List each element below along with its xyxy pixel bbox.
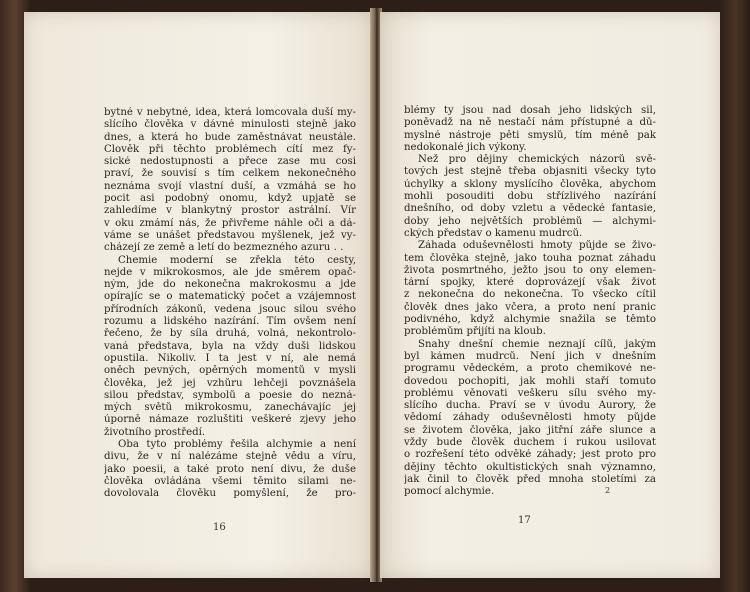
text-line: cházejí ze země a letí do bezmezného azuru . . [104, 242, 344, 254]
text-line: pocit asi podobný onomu, když upjatě se [104, 193, 356, 205]
text-line: bytné v nebytné, idea, která lomcovala duší my- [104, 107, 356, 118]
text-line: blémy ty jsou nad dosah jeho lidských sil, [404, 105, 656, 116]
left-page-number: 16 [213, 522, 226, 533]
signature-mark: 2 [605, 486, 611, 495]
text-line: života posmrtného, ježto jsou to ony elemen- [404, 264, 656, 276]
text-line: Chemie moderní se zřekla této cesty, [118, 254, 356, 266]
text-line: z nekonečna do nekonečna. To všecko cítil [404, 289, 656, 301]
text-line: ckých představ o kamenu mudrců. [404, 227, 583, 239]
text-line: se životem člověka, jako jitřní záře slunce a [404, 424, 656, 436]
text-line: člověka ovládána všemi těmito silami ne- [104, 475, 356, 487]
text-line: člověk dnes jako včera, a proto není pranic [404, 301, 656, 313]
text-line: sické nedostupnosti a přece zase mu cosi [104, 156, 356, 168]
text-line: jak činil to člověk před mnoha stoletími za [404, 473, 656, 485]
text-line: Záhada oduševnělosti hmoty půjde se živo- [418, 240, 656, 252]
text-line: dějiny těchto okultistických snah významno, [404, 461, 656, 473]
text-line: podivného, když alchymie snažila se těmto [404, 314, 656, 326]
text-line: poněvadž na ně nestačí nám přístupné a dů- [404, 117, 656, 129]
text-line: nejde v mikrokosmos, ale jde směrem opač- [104, 266, 356, 278]
right-page [380, 12, 720, 578]
text-line: oněch pevných, opěrných momentů v mysli [104, 365, 356, 377]
text-line: pomocí alchymie. [404, 486, 495, 498]
text-line: myslné nástroje pěti smyslů, tím méně pak [404, 129, 656, 141]
text-line: slícího člověka v dávné minulosti stejně jako [104, 119, 356, 131]
text-line: opustila. Nikoliv. I ta jest v ní, ale nemá [104, 352, 356, 364]
text-line: životního prostředí. [104, 426, 206, 438]
text-line: slícího ducha. Praví se v úvodu Aurory, že [404, 400, 656, 412]
text-line: o rozřešení této odvěké záhady; jest proto pro [404, 449, 656, 461]
text-line: vždy bude člověk duchem i rukou usilovat [404, 437, 656, 449]
text-line: mohli posouditi dobu střízlivého nazírání [404, 191, 656, 203]
text-line: dovedou pochopiti, jak mohli staří tomuto [404, 375, 656, 387]
text-line: praví, že souvisí s tím celkem nekonečného [104, 168, 356, 180]
text-line: problémům přijíti na kloub. [404, 326, 546, 338]
text-line: tových jest stejně třeba objasniti všecky tyto [404, 166, 656, 178]
text-line: byl kámen mudrců. Není jich v dnešním [404, 350, 656, 362]
text-line: neznáma svojí vlastní duší, a vzmáhá se ho [104, 180, 356, 192]
right-page-number: 17 [518, 515, 531, 526]
text-line: vědomí záhady oduševnělosti hmoty půjde [404, 412, 656, 424]
text-line: silou představ, symbolů a poesie do nezná- [104, 389, 356, 401]
text-line: vaná představa, byla na vždy duši lidskou [104, 340, 356, 352]
text-line: Než pro dějiny chemických názorů svě- [418, 154, 656, 166]
text-line: nedokonalé jich výkony. [404, 141, 527, 153]
right-page-text [404, 105, 656, 499]
text-line: Snahy dnešní chemie neznají cílů, jakým [418, 338, 656, 350]
text-line: zahledíme v blankytný prostor astrální. Vír [104, 205, 356, 217]
text-line: dnešního, od doby vzletu a vědecké fantasie, [404, 203, 656, 215]
text-line: opírajíc se o matematický počet a vzájemnost [104, 291, 356, 303]
text-line: váme se unášet představou myšlenek, jež vy- [104, 229, 356, 241]
text-line: tární spojky, které doprovázejí však život [404, 277, 656, 289]
text-line: přírodních zákonů, vedena jsouc silou svého [104, 303, 356, 315]
text-line: rozumu a lidského nazírání. Tím ovšem není [104, 316, 356, 328]
text-line: Oba tyto problémy řešila alchymie a není [118, 439, 356, 451]
text-line: úchylky a sklony myslícího člověka, abychom [404, 178, 656, 190]
text-line: problému věnovati veškeru sílu svého my- [404, 387, 656, 399]
text-line: v oku zmámí nás, že přivřeme náhle oči a dá- [104, 217, 356, 229]
text-line: dovolovala člověku pomyšlení, že pro- [104, 488, 356, 500]
left-page-text [104, 107, 356, 501]
text-line: programu vědeckém, a proto chemikové ne- [404, 363, 656, 375]
text-line: ným, jde do nekonečna makrokosmu a jde [104, 279, 356, 291]
text-line: divu, že v ní nalézáme stejně vědu a víru, [104, 451, 356, 463]
text-line: Člověk při těchto problémech cítí mez fy- [104, 143, 356, 155]
text-line: doby jeho největších problémů — alchymi- [404, 215, 656, 227]
text-line: tem člověka stejně, jako touha poznat záhadu [404, 252, 656, 264]
text-line: mých světů mikrokosmu, zanechávajíc jej [104, 402, 356, 414]
text-line: řečeno, že by síla druhá, volná, nekontrolo- [104, 328, 356, 340]
text-line: člověka, jež jej vzhůru lehčeji povznášela [104, 377, 356, 389]
text-line: úporně námaze rozluštiti veškeré zjevy jeho [104, 414, 356, 426]
text-line: jako poesii, a také proto není divu, že duše [104, 463, 356, 475]
left-page [24, 12, 372, 578]
text-line: dnes, a která ho bude zaměstnávat neustále. [104, 131, 356, 143]
